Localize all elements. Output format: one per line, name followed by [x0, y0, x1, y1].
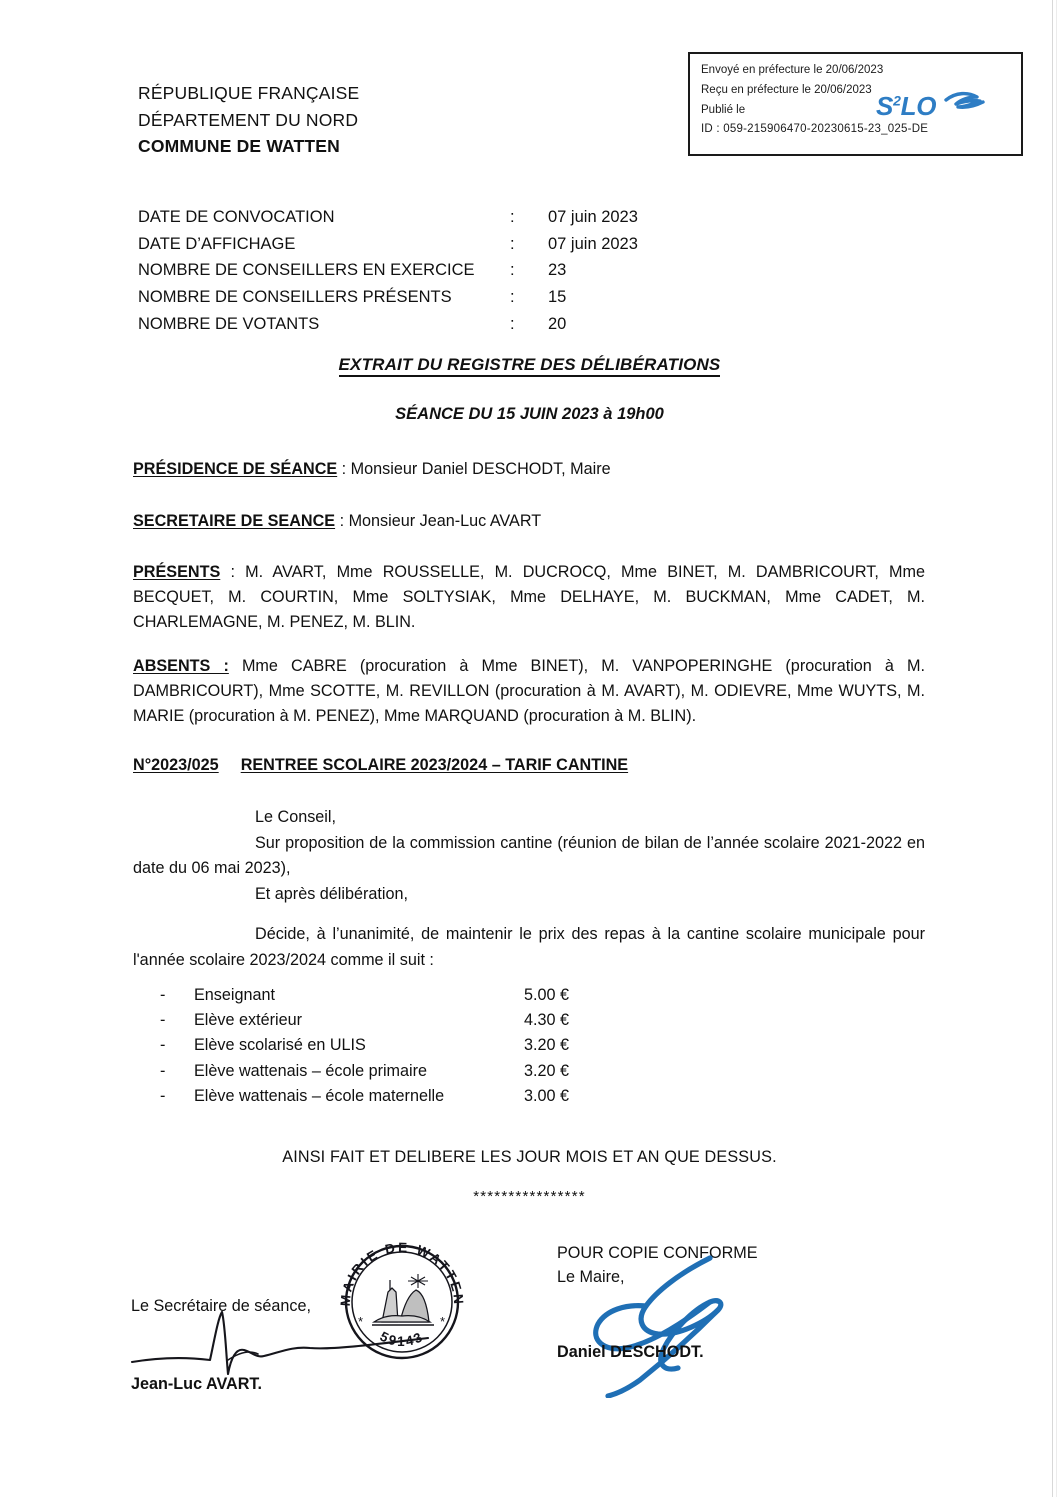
header-commune: COMMUNE DE WATTEN [138, 136, 340, 157]
secretaire-label: SECRETAIRE DE SEANCE [133, 512, 336, 530]
tariff-price: 3.20 € [524, 1036, 570, 1055]
meta-value: 15 [548, 288, 567, 307]
document-title-text: EXTRAIT DU REGISTRE DES DÉLIBÉRATIONS [339, 355, 721, 377]
meta-label: DATE DE CONVOCATION [138, 208, 335, 226]
absents-block [133, 654, 925, 729]
table-row [138, 231, 638, 258]
prefecture-transmission-stamp [688, 52, 1023, 156]
table-row [160, 1012, 680, 1037]
table-row [138, 257, 638, 284]
meta-colon: : [510, 234, 515, 253]
intro-line-conseil: Le Conseil, [255, 808, 336, 826]
meta-colon: : [510, 208, 515, 226]
closing-statement: AINSI FAIT ET DELIBERE LES JOUR MOIS ET AN QUE DESSUS. [282, 1148, 777, 1166]
list-dash: - [160, 1011, 166, 1030]
presidence-label: PRÉSIDENCE DE SÉANCE [133, 460, 338, 478]
presidence-value: : Monsieur Daniel DESCHODT, Maire [337, 460, 611, 478]
deliberation-intro [133, 805, 925, 907]
meta-value: 23 [548, 261, 567, 280]
presents-label: PRÉSENTS [133, 563, 221, 581]
copy-conforme-label: POUR COPIE CONFORME [557, 1244, 758, 1262]
session-meta-table [138, 204, 638, 338]
meta-value: 20 [548, 314, 567, 333]
svg-text:59143: 59143 [377, 1328, 427, 1349]
list-dash: - [160, 1036, 166, 1055]
mayor-name: Daniel DESCHODT. [557, 1343, 704, 1361]
secretaire-value: : Monsieur Jean-Luc AVART [335, 512, 542, 530]
mayor-signature-labels [557, 1241, 758, 1290]
list-dash: - [160, 1086, 166, 1105]
tariff-label: Enseignant [194, 986, 276, 1004]
header-department: DÉPARTEMENT DU NORD [138, 109, 359, 130]
s2lo-logo-lo: LO [900, 91, 937, 121]
session-subtitle: SÉANCE DU 15 JUIN 2023 à 19h00 [395, 405, 664, 423]
secretary-name: Jean-Luc AVART. [131, 1375, 263, 1393]
scan-edge-artifact-secondary [1056, 0, 1057, 1497]
meta-value: 07 juin 2023 [548, 208, 638, 226]
tariff-label: Elève scolarisé en ULIS [194, 1036, 366, 1055]
svg-text:MAIRIE DE WATTEN: MAIRIE DE WATTEN [337, 1239, 467, 1307]
meta-colon: : [510, 261, 515, 280]
s2lo-logo-s: S [876, 91, 894, 121]
prefecture-published-line: Publié le [701, 103, 746, 116]
presents-block [133, 560, 925, 635]
table-row [138, 284, 638, 311]
closing-separator: **************** [473, 1188, 586, 1205]
intro-line-proposition: Sur proposition de la commission cantine (réunion de bilan de l’année scolaire 2021-2022 en date du 06 mai 2023), [133, 833, 925, 878]
secretaire-block [133, 509, 925, 534]
tariff-price: 3.00 € [524, 1086, 570, 1105]
secretary-signature-label: Le Secrétaire de séance, [131, 1297, 311, 1315]
s2lo-logo-superscript: 2 [893, 92, 901, 109]
meta-colon: : [510, 314, 515, 333]
table-row [138, 311, 638, 338]
tariff-label: Elève wattenais – école maternelle [194, 1086, 445, 1105]
prefecture-sent-line: Envoyé en préfecture le 20/06/2023 [701, 64, 884, 76]
mayor-label: Le Maire, [557, 1268, 625, 1287]
municipal-round-stamp [330, 1230, 475, 1380]
table-row [160, 1088, 680, 1113]
deliberation-subject: RENTREE SCOLAIRE 2023/2024 – TARIF CANTINE [240, 756, 629, 774]
tariff-price: 5.00 € [524, 986, 570, 1004]
meta-label: NOMBRE DE VOTANTS [138, 314, 320, 333]
table-row [160, 987, 680, 1012]
scan-edge-artifact [1052, 0, 1053, 1497]
meta-label: DATE D’AFFICHAGE [138, 234, 296, 253]
list-dash: - [160, 1061, 166, 1080]
header-republic: RÉPUBLIQUE FRANÇAISE [138, 83, 360, 103]
absents-label: ABSENTS : [133, 657, 229, 675]
meta-label: NOMBRE DE CONSEILLERS EN EXERCICE [138, 261, 475, 280]
document-title [0, 355, 1059, 375]
tariff-label: Elève extérieur [194, 1011, 302, 1030]
meta-colon: : [510, 288, 515, 307]
table-row [160, 1037, 680, 1062]
svg-text:*: * [440, 1314, 446, 1329]
presents-value: : M. AVART, Mme ROUSSELLE, M. DUCROCQ, Mme BINET, M. DAMBRICOURT, Mme BECQUET, M. COURTIN, Mme SOLTYSIAK, Mme DELHAYE, M. BUCKMAN, Mme CADET, M. CHARLEMAGNE, M. PENEZ, M. BLIN. [133, 563, 925, 632]
prefecture-received-line: Reçu en préfecture le 20/06/2023 [701, 83, 872, 96]
deliberation-decision [133, 922, 925, 973]
meta-value: 07 juin 2023 [548, 234, 638, 253]
tariff-price: 3.20 € [524, 1061, 570, 1080]
deliberation-number: N°2023/025 [133, 756, 219, 774]
absents-value: Mme CABRE (procuration à Mme BINET), M. VANPOPERINGHE (procuration à M. DAMBRICOURT), Mme SCOTTE, M. REVILLON (procuration à M. AVART), M. ODIEVRE, Mme WUYTS, M. MARIE (procuration à M. PENEZ), Mme MARQUAND (procuration à M. BLIN). [133, 657, 925, 726]
meta-label: NOMBRE DE CONSEILLERS PRÉSENTS [138, 288, 452, 307]
table-row [138, 204, 638, 231]
decision-text: Décide, à l’unanimité, de maintenir le prix des repas à la cantine scolaire municipale pour l'année scolaire 2023/2024 comme il suit : [133, 925, 925, 969]
deliberation-heading [133, 756, 628, 775]
table-row [160, 1063, 680, 1088]
svg-text:*: * [358, 1314, 364, 1329]
list-dash: - [160, 986, 166, 1004]
tariff-table [160, 987, 680, 1113]
tariff-price: 4.30 € [524, 1011, 570, 1030]
document-header [138, 80, 359, 160]
prefecture-id-line: ID : 059-215906470-20230615-23_025-DE [701, 123, 929, 136]
presidence-block [133, 457, 925, 482]
tariff-label: Elève wattenais – école primaire [194, 1061, 428, 1080]
intro-line-deliberation: Et après délibération, [255, 884, 408, 903]
